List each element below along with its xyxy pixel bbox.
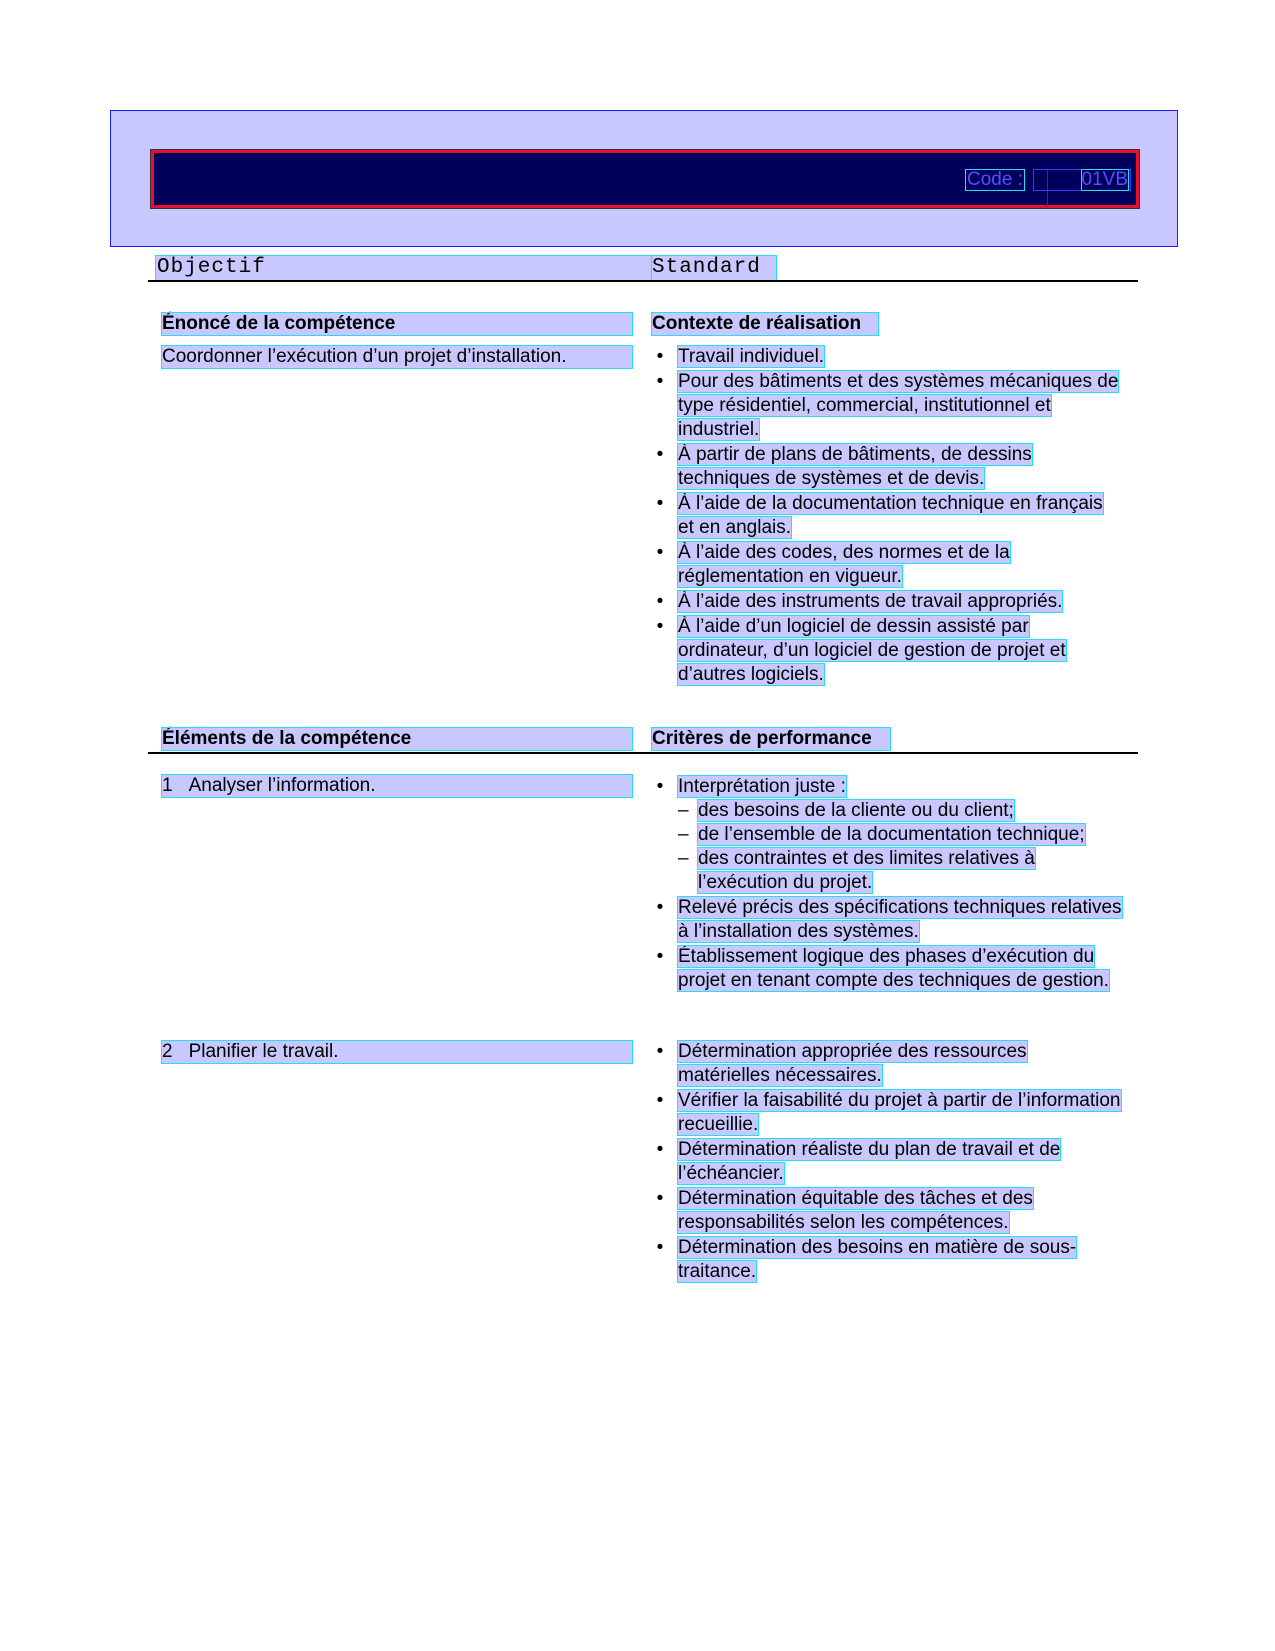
code-value: 01VB xyxy=(1081,169,1128,190)
contexte-item: • Travail individuel. xyxy=(656,346,825,367)
enonce-heading: Énoncé de la compétence xyxy=(162,313,632,335)
contexte-item: • Pour des bâtiments et des systèmes mécaniques de type résidentiel, commercial, institutionnel et industriel. xyxy=(656,371,1119,440)
competence-statement: Coordonner l’exécution d’un projet d’installation. xyxy=(162,346,632,368)
contexte-heading: Contexte de réalisation xyxy=(652,313,878,335)
critere-sublist xyxy=(678,799,1122,895)
title-bar xyxy=(151,150,1139,208)
elements-heading: Éléments de la compétence xyxy=(162,728,632,750)
element-label: Planifier le travail. xyxy=(188,1041,339,1062)
contexte-list xyxy=(652,345,1122,688)
criteres-list-1 xyxy=(652,775,1122,994)
contexte-item: • À l’aide des codes, des normes et de la réglementation en vigueur. xyxy=(656,542,1010,587)
criteres-heading: Critères de performance xyxy=(652,728,890,750)
contexte-item: • À l’aide d’un logiciel de dessin assisté par ordinateur, d’un logiciel de gestion de projet et d’autres logiciels. xyxy=(656,616,1066,685)
divider-rule xyxy=(148,752,1138,754)
element-1 xyxy=(162,775,632,797)
code-label: Code : xyxy=(967,169,1023,190)
critere-subitem: – des besoins de la cliente ou du client; xyxy=(678,800,1014,821)
contexte-item: • À l’aide de la documentation technique en français et en anglais. xyxy=(656,493,1103,538)
standard-label: Standard xyxy=(652,256,776,280)
critere-item: • Établissement logique des phases d’exécution du projet en tenant compte des techniques de gestion. xyxy=(656,946,1109,991)
critere-item: • Relevé précis des spécifications techniques relatives à l’installation des systèmes. xyxy=(656,897,1122,942)
critere-item: • Détermination des besoins en matière de sous-traitance. xyxy=(656,1237,1077,1282)
critere-item: • Vérifier la faisabilité du projet à partir de l’information recueillie. xyxy=(656,1090,1121,1135)
critere-item: • Détermination réaliste du plan de travail et de l’échéancier. xyxy=(656,1139,1061,1184)
critere-subitem: – des contraintes et des limites relatives à l’exécution du projet. xyxy=(678,848,1035,893)
header-block xyxy=(110,110,1178,247)
element-number: 2 xyxy=(162,1041,173,1062)
critere-item: • Détermination appropriée des ressources matérielles nécessaires. xyxy=(656,1041,1027,1086)
criteres-list-2 xyxy=(652,1040,1122,1285)
element-2 xyxy=(162,1041,632,1063)
contexte-item: • À partir de plans de bâtiments, de dessins techniques de systèmes et de devis. xyxy=(656,444,1032,489)
contexte-item: • À l’aide des instruments de travail appropriés. xyxy=(656,591,1063,612)
critere-subitem: – de l’ensemble de la documentation technique; xyxy=(678,824,1085,845)
element-number: 1 xyxy=(162,775,173,796)
objectif-label: Objectif xyxy=(156,256,657,280)
divider-rule xyxy=(148,280,1138,282)
critere-item: • Détermination équitable des tâches et des responsabilités selon les compétences. xyxy=(656,1188,1033,1233)
element-label: Analyser l’information. xyxy=(188,775,376,796)
critere-item: • Interprétation juste : – des besoins de la cliente ou du client; – de l’ensemble de la documentation technique; – des contraintes et des limites relatives à l’exécution du projet. xyxy=(652,775,1122,895)
